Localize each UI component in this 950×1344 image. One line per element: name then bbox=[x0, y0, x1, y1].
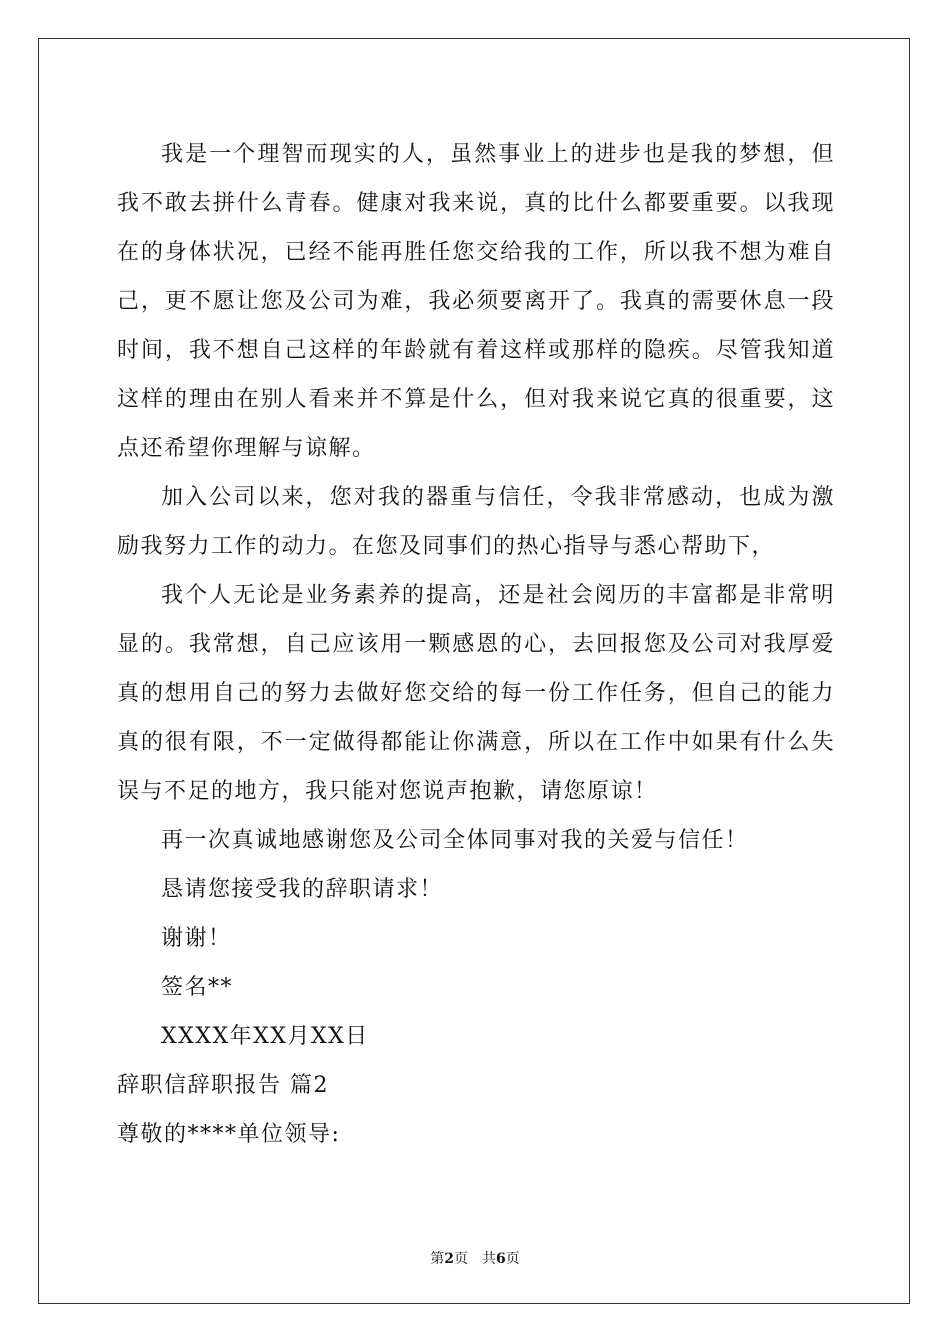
paragraph-growth-apology: 我个人无论是业务素养的提高，还是社会阅历的丰富都是非常明显的。我常想，自己应该用一颗感恩的心，去回报您及公司对我厚爱真的想用自己的努力去做好您交给的每一份工作任务，但自己的能力真的很有限，不一定做得都能让你满意，所以在工作中如果有什么失误与不足的地方，我只能对您说声抱歉，请您原谅！ bbox=[117, 583, 835, 804]
footer-page-current: 2 bbox=[444, 1251, 454, 1267]
paragraph-gratitude: 加入公司以来，您对我的器重与信任，令我非常感动，也成为激励我努力工作的动力。在您及同事们的热心指导与悉心帮助下， bbox=[117, 485, 835, 559]
salutation: 尊敬的****单位领导: bbox=[117, 1122, 341, 1147]
paragraph-thanks-colleagues: 再一次真诚地感谢您及公司全体同事对我的关爱与信任！ bbox=[161, 828, 749, 853]
signature: 签名** bbox=[161, 975, 234, 1000]
footer-total-prefix: 共 bbox=[482, 1251, 496, 1267]
paragraph-request: 恳请您接受我的辞职请求！ bbox=[161, 877, 444, 902]
page-footer bbox=[0, 1248, 950, 1268]
footer-page-total: 6 bbox=[496, 1251, 506, 1267]
footer-total-suffix: 页 bbox=[505, 1251, 520, 1267]
footer-page-suffix: 页 bbox=[454, 1251, 468, 1267]
section-heading: 辞职信辞职报告 篇2 bbox=[117, 1073, 329, 1098]
paragraph-health-reason: 我是一个理智而现实的人，虽然事业上的进步也是我的梦想，但我不敢去拼什么青春。健康对我来说，真的比什么都要重要。以我现在的身体状况，已经不能再胜任您交给我的工作，所以我不想为难自己，更不愿让您及公司为难，我必须要离开了。我真的需要休息一段时间，我不想自己这样的年龄就有着这样或那样的隐疾。尽管我知道这样的理由在别人看来并不算是什么，但对我来说它真的很重要，这点还希望你理解与谅解。 bbox=[117, 142, 835, 461]
paragraph-thank-you: 谢谢！ bbox=[161, 926, 232, 951]
date-line: XXXX年XX月XX日 bbox=[161, 1024, 369, 1049]
document-body bbox=[117, 130, 835, 1159]
footer-page-prefix: 第 bbox=[430, 1251, 445, 1267]
